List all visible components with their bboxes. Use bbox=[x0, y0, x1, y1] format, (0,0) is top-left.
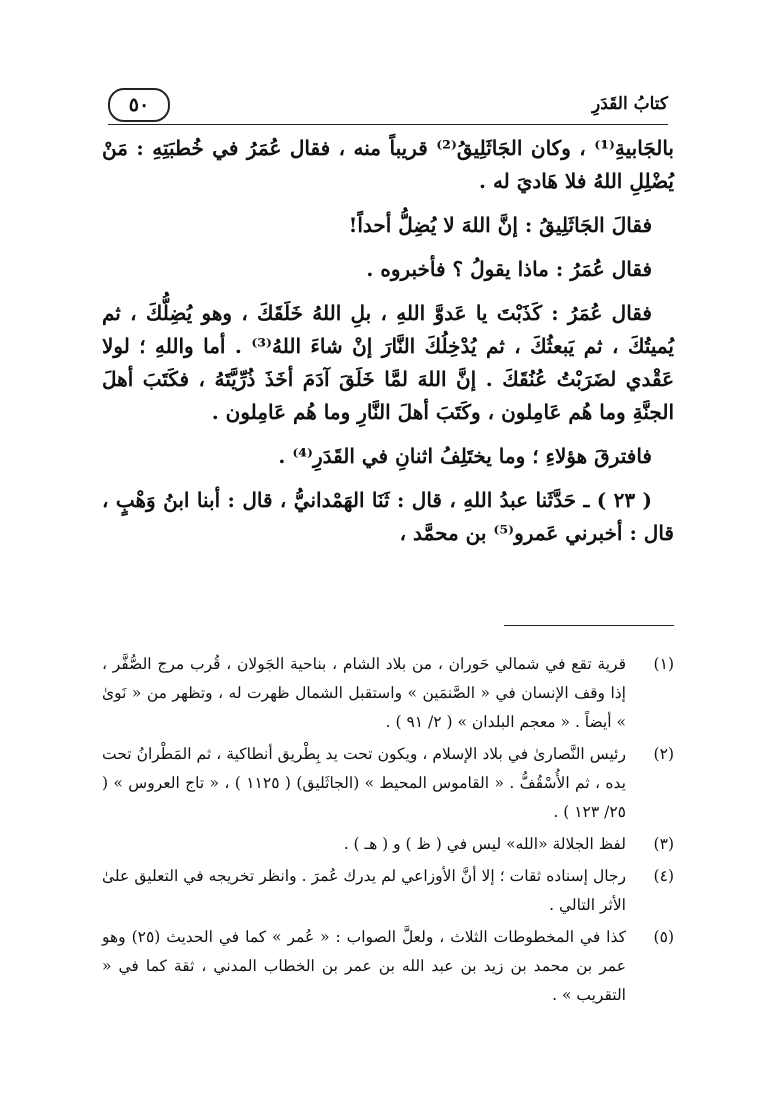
footnote-text: لفظ الجلالة «الله» ليس في ( ظ ) و ( هـ ) . bbox=[343, 835, 626, 853]
footnote-number: (٣) bbox=[653, 835, 674, 853]
footnote bbox=[102, 923, 674, 1010]
footnote-text: كذا في المخطوطات الثلاث ، ولعلَّ الصواب : « عُمر » كما في الحديث (٢٥) وهو عمر بن محمد بن زيد بن عبد الله بن عمر بن الخطاب المدني ، ثقة كما في « التقريب » . bbox=[102, 928, 626, 1004]
footnote bbox=[102, 862, 674, 920]
paragraph: فقال عُمَرُ : كَذَبْتَ يا عَدوَّ اللهِ ، بلِ اللهُ خَلَقَكَ ، وهو يُضِلُّكَ ، ثم يُميتُكَ ، ثم يَبعثُكَ ، ثم يُدْخِلُكَ النَّارَ إنْ شاءَ اللهُ⁽³⁾ . أما واللهِ ؛ لولا عَقْدي لضَرَبْتُ عُنُقَكَ . إنَّ اللهَ لمَّا خَلَقَ آدَمَ أخَذَ ذُرِّيَّتَهُ ، فكَتَبَ أهلَ الجنَّةِ وما هُم عَامِلون ، وكَتَبَ أهلَ النَّارِ وما هُم عَامِلون . bbox=[102, 301, 674, 424]
footnote-text: رجال إسناده ثقات ؛ إلا أنَّ الأوزاعي لم يدرك عُمرَ . وانظر تخريجه في التعليق علىٰ الأثر التالي . bbox=[102, 867, 626, 914]
hadith-paragraph: ( ٢٣ ) ـ حَدَّثَنا عبدُ اللهِ ، قال : ثَنَا الهَمْدانيُّ ، قال : أبنا ابنُ وَهْبٍ ، قال : أخبرني عَمرو⁽⁵⁾ بن محمَّد ، bbox=[102, 488, 674, 545]
footnotes bbox=[102, 650, 674, 1013]
footnote-text: قرية تقع في شمالي حَوران ، من بلاد الشام ، بناحية الجَولان ، قُرب مرج الصُّفَّر ، إذا وقف الإنسان في « الصَّنمَين » واستقبل الشمال ظهرت له ، وتظهر من « نَوىٰ » أيضاً . « معجم البلدان » ( ٢/ ٩١ ) . bbox=[102, 655, 626, 731]
book-title: كتابُ القَدَرِ bbox=[592, 94, 668, 114]
paragraph: فقال عُمَرُ : ماذا يقولُ ؟ فأخبروه . bbox=[366, 257, 652, 281]
paragraph: فقالَ الجَاثَلِيقُ : إنَّ اللهَ لا يُضِلُّ أحداً! bbox=[348, 213, 652, 237]
main-text bbox=[102, 132, 674, 561]
page-header bbox=[108, 88, 668, 125]
paragraph: بالجَابيةِ⁽¹⁾ ، وكان الجَاثَلِيقُ⁽²⁾ قريباً منه ، فقال عُمَرُ في خُطبَتِهِ : مَنْ يُضْلِلِ اللهُ فلا هَاديَ له . bbox=[102, 136, 674, 193]
footnote bbox=[102, 740, 674, 827]
footnote-separator bbox=[504, 625, 674, 626]
footnote-number: (٤) bbox=[653, 867, 674, 885]
footnote-number: (١) bbox=[653, 655, 674, 673]
paragraph: فافترقَ هؤلاءِ ؛ وما يختَلِفُ اثنانِ في القَدَرِ⁽⁴⁾ . bbox=[278, 444, 652, 468]
footnote bbox=[102, 650, 674, 737]
footnote-number: (٢) bbox=[653, 745, 674, 763]
footnote-number: (٥) bbox=[653, 928, 674, 946]
footnote bbox=[102, 830, 674, 859]
footnote-text: رئيس النَّصارىٰ في بلاد الإسلام ، ويكون تحت يد بِطْريق أنطاكية ، ثم المَطْرانُ تحت يده ، ثم الأُسْقُفُّ . « القاموس المحيط » (الجاثَليق) ( ١١٢٥ ) ، « تاج العروس » ( ٢٥/ ١٢٣ ) . bbox=[102, 745, 626, 821]
page-number: ٥٠ bbox=[108, 88, 170, 122]
